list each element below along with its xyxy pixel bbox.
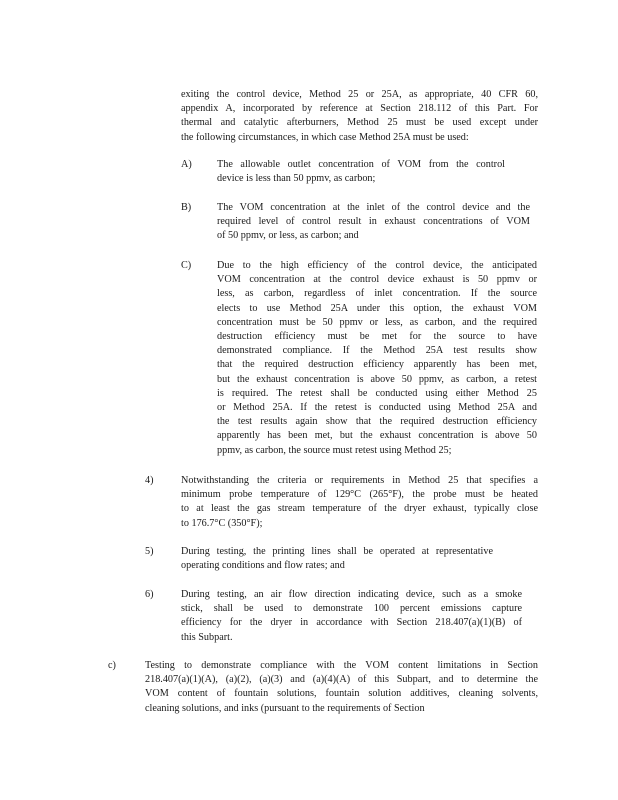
text-line: destruction efficiency must be met for the source to have [217,331,537,343]
text-line: demonstrated compliance. If the Method 25A test results show [217,345,537,357]
item-5-text [181,545,493,573]
item-c-text [145,659,538,716]
intro-paragraph [181,88,538,145]
text-line: VOM concentration at the control device exhaust is 50 ppmv or [217,274,537,286]
item-label-4: 4) [145,475,154,486]
text-line: the following circumstances, in which case Method 25A must be used: [181,131,469,143]
text-line: less, as carbon, regardless of inlet concentration. If the source [217,288,537,300]
item-C-text [217,259,537,458]
item-label-6: 6) [145,589,154,600]
text-line: operating conditions and flow rates; and [181,560,345,572]
text-line: The VOM concentration at the inlet of the control device and the [217,202,530,213]
text-line: this Subpart. [181,631,233,643]
item-label-5: 5) [145,546,154,557]
text-line: Notwithstanding the criteria or requirements in Method 25 that specifies a [181,475,538,486]
text-line: but the exhaust concentration is above 50 ppmv, as carbon, a retest [217,373,537,385]
text-line: ppmv, as carbon, the source must retest using Method 25; [217,444,452,456]
text-line: appendix A, incorporated by reference at Section 218.112 of this Part. For [181,103,538,115]
text-line: is required. The retest shall be conducted using either Method 25 [217,387,537,399]
text-line: minimum probe temperature of 129°C (265°F), the probe must be heated [181,489,538,501]
item-label-B: B) [181,202,192,213]
item-label-C: C) [181,260,192,271]
text-line: During testing, the printing lines shall be operated at representative [181,546,493,557]
text-line: elects to use Method 25A under this option, the exhaust VOM [217,302,537,314]
text-line: required level of control result in exhaust concentrations of VOM [217,216,530,228]
item-B-text [217,201,530,244]
text-line: Due to the high efficiency of the control device, the anticipated [217,260,537,271]
text-line: device is less than 50 ppmv, as carbon; [217,173,376,185]
text-line: apparently has been met, but the exhaust concentration is above 50 [217,430,537,442]
text-line: or Method 25A. If the retest is conducted using Method 25A and [217,402,537,414]
text-line: concentration must be 50 ppmv or less, as carbon, and the required [217,316,537,328]
text-line: to at least the gas stream temperature of the dryer exhaust, typically close [181,503,538,515]
text-line: thermal and catalytic afterburners, Method 25 must be used except under [181,117,538,129]
item-6-text [181,588,522,645]
text-line: 218.407(a)(1)(A), (a)(2), (a)(3) and (a)(4)(A) of this Subpart, and to determine the [145,674,538,686]
text-line: the test results again show that the required destruction efficiency [217,416,537,428]
text-line: During testing, an air flow direction indicating device, such as a smoke [181,589,522,600]
item-label-c: c) [108,660,116,671]
text-line: Testing to demonstrate compliance with the VOM content limitations in Section [145,660,538,671]
text-line: of 50 ppmv, or less, as carbon; and [217,230,359,242]
text-line: stick, shall be used to demonstrate 100 percent emissions capture [181,603,522,615]
text-line: efficiency for the dryer in accordance with Section 218.407(a)(1)(B) of [181,617,522,629]
item-4-text [181,474,538,531]
item-label-A: A) [181,159,192,170]
text-line: cleaning solutions, and inks (pursuant to the requirements of Section [145,702,425,714]
item-A-text [217,158,505,186]
text-line: The allowable outlet concentration of VOM from the control [217,159,505,170]
text-line: VOM content of fountain solutions, fountain solution additives, cleaning solvents, [145,688,538,700]
text-line: to 176.7°C (350°F); [181,517,263,529]
text-line: that the required destruction efficiency apparently has been met, [217,359,537,371]
text-line: exiting the control device, Method 25 or 25A, as appropriate, 40 CFR 60, [181,89,538,100]
